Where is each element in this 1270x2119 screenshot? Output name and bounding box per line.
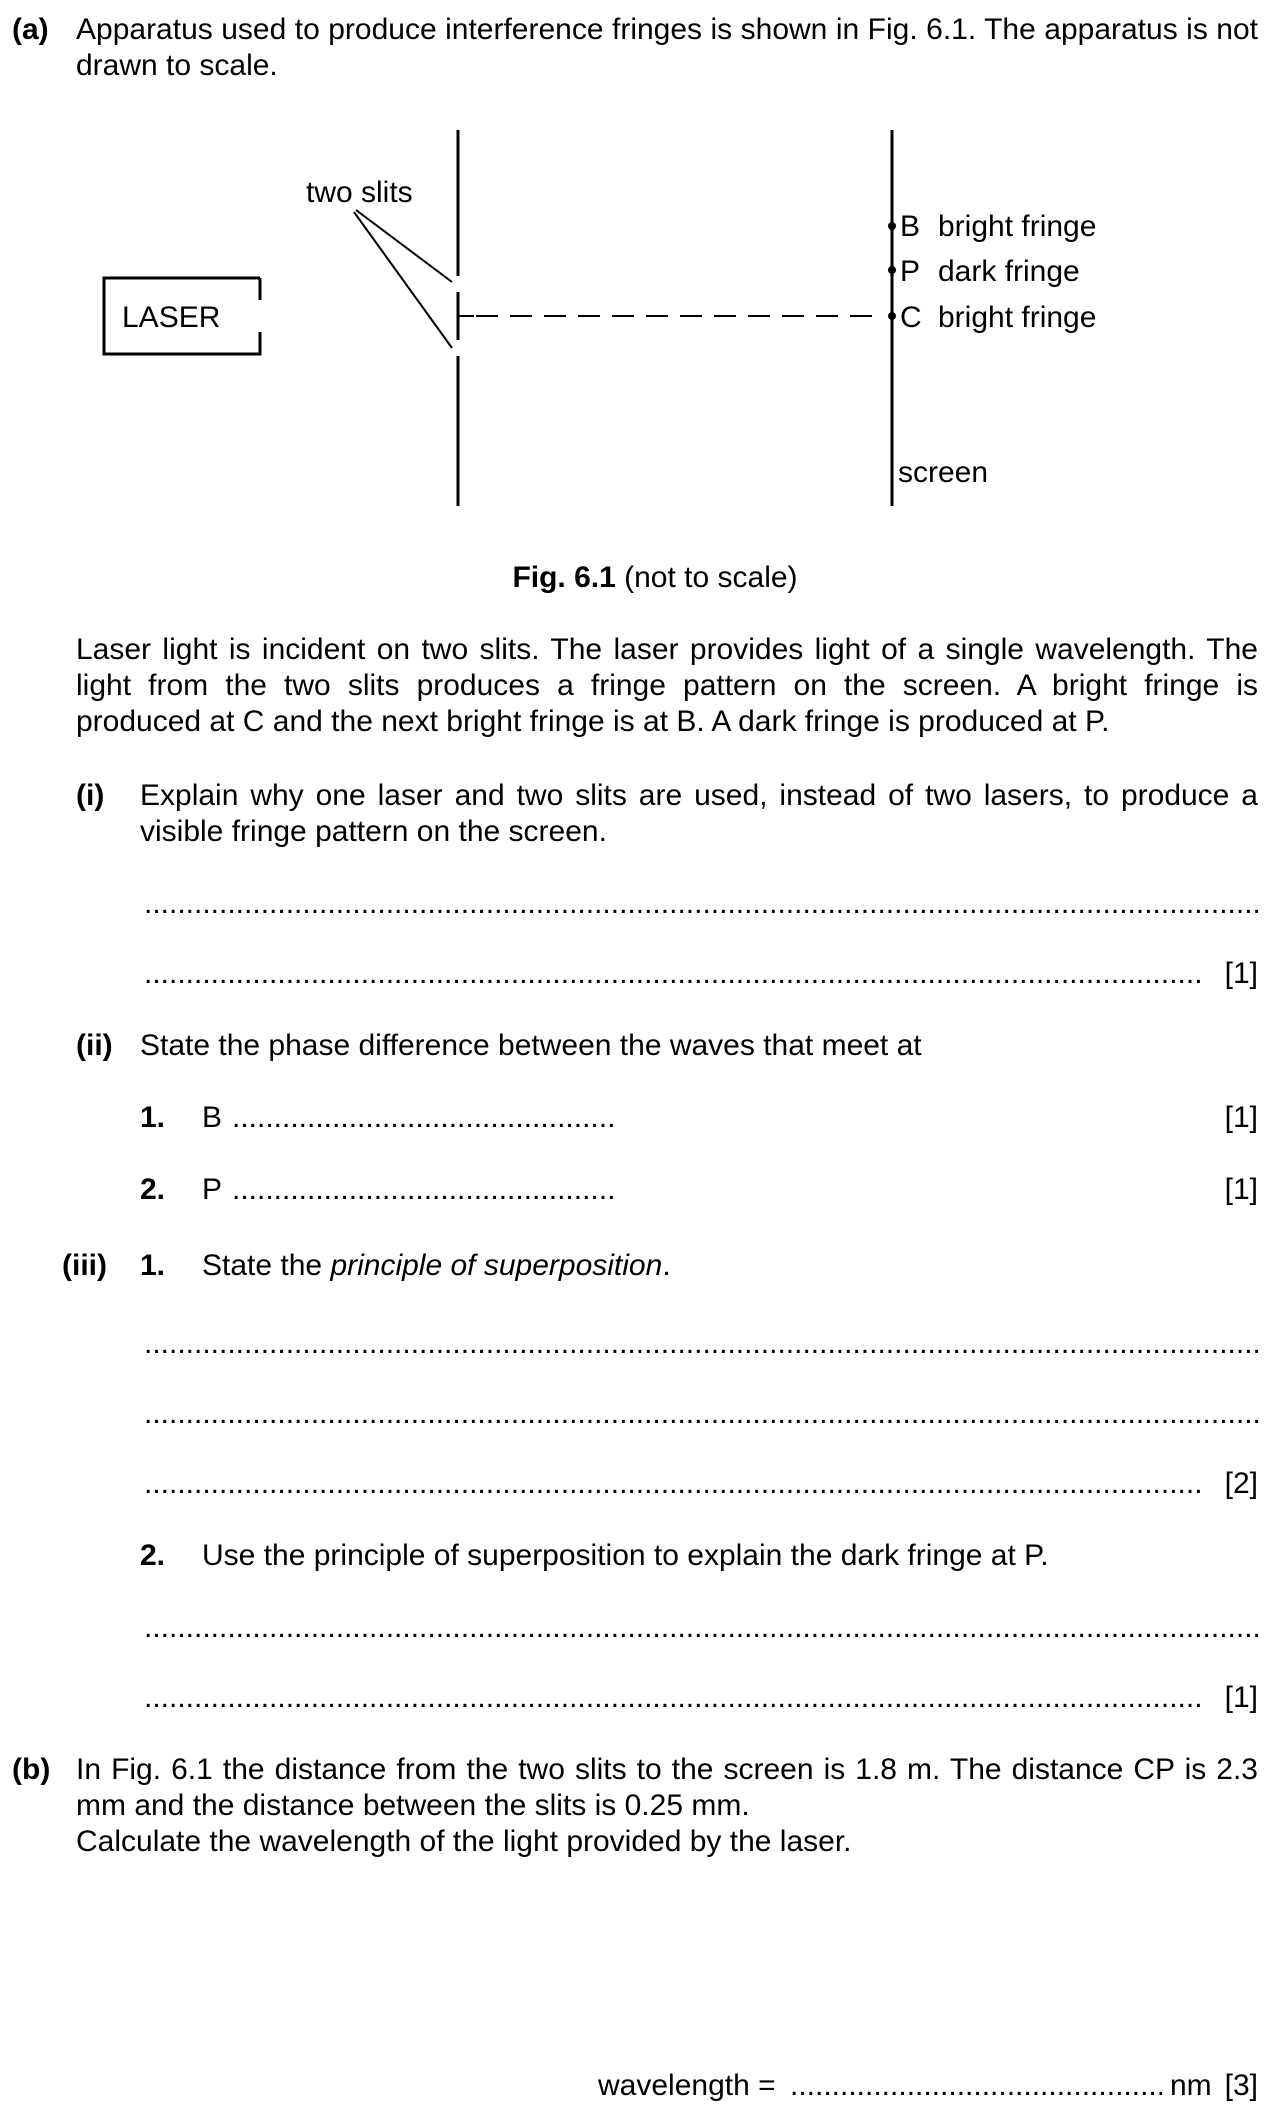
point-p-dot [888,266,896,274]
answer-line-iii-2-b-row [144,1680,1258,1716]
two-slits-label: two slits [306,176,413,209]
figure-caption [0,560,1270,596]
question-iii-sub1-mark: [2] [1224,1467,1258,1500]
part-a-intro: Apparatus used to produce interference fringes is shown in Fig. 6.1. The apparatus is not drawn to scale. [76,13,1258,82]
question-i-label: (i) [76,779,105,812]
question-ii-label: (ii) [76,1029,113,1062]
part-b-text-2: Calculate the wavelength of the light provided by the laser. [76,1825,852,1858]
part-b-label: (b) [12,1753,51,1786]
question-iii-sub2-text: Use the principle of superposition to explain the dark fringe at P. [202,1539,1049,1572]
answer-line-ii-b[interactable] [232,1100,616,1136]
question-ii-item-1-mark: [1] [1224,1101,1258,1134]
part-a-label: (a) [12,13,49,46]
point-c-dot [888,312,896,320]
point-c-letter: C [900,301,922,334]
answer-line-ii-p[interactable] [232,1172,616,1208]
point-p-letter: P [900,255,921,288]
figure-caption-note: (not to scale) [615,561,798,594]
question-ii-item-1-letter: B [202,1101,223,1134]
question-iii-sub1-num: 1. [140,1249,166,1282]
screen-label: screen [898,456,989,489]
answer-line-iii-1-a[interactable] [144,1326,1258,1362]
answer-line-i-2-row [144,956,1258,992]
wavelength-answer-unit: nm [1170,2069,1212,2102]
question-iii-sub2-mark: [1] [1224,1681,1258,1714]
part-b-mark: [3] [1224,2069,1258,2102]
answer-line-iii-1-c[interactable] [144,1466,1202,1502]
slit-pointer-lines [354,210,452,348]
point-c-desc: bright fringe [938,301,1097,334]
question-ii-item-2-mark: [1] [1224,1173,1258,1206]
question-iii-sub1-pre: State the [202,1249,331,1282]
answer-line-iii-1-c-row [144,1466,1258,1502]
point-p-desc: dark fringe [938,255,1080,288]
wavelength-answer-label: wavelength = [598,2069,776,2102]
question-iii-sub1-post: . [662,1249,671,1282]
answer-line-i-2[interactable] [144,956,1202,992]
laser-label: LASER [122,301,221,334]
question-iii-sub2-num: 2. [140,1539,166,1572]
description-paragraph: Laser light is incident on two slits. The laser provides light of a single wavelength. The light from the two slits produces a fringe pattern on the screen. A bright fringe is produced at C and the next bright fringe is at B. A dark fringe is produced at P. [76,633,1258,738]
question-ii-item-1-num: 1. [140,1101,166,1134]
answer-line-iii-1-b[interactable] [144,1396,1258,1432]
question-iii-label: (iii) [62,1249,107,1282]
point-b-letter: B [900,210,921,243]
question-ii-text: State the phase difference between the waves that meet at [140,1029,922,1062]
figure-caption-number: Fig. 6.1 [512,561,616,594]
question-iii-sub1-italic: principle of superposition [330,1249,663,1282]
question-ii-item-2-num: 2. [140,1173,166,1206]
answer-line-iii-2-a[interactable] [144,1610,1258,1646]
question-i-text: Explain why one laser and two slits are used, instead of two lasers, to produce a visible fringe pattern on the screen. [140,779,1258,848]
point-b-desc: bright fringe [938,210,1097,243]
question-i-mark: [1] [1224,957,1258,990]
point-b-dot [888,222,896,230]
wavelength-answer-field[interactable] [790,2068,1162,2104]
answer-line-iii-2-b[interactable] [144,1680,1202,1716]
question-iii-sub1-text [202,1248,671,1284]
answer-line-i-1[interactable] [144,886,1258,922]
part-b-text-1: In Fig. 6.1 the distance from the two slits to the screen is 1.8 m. The distance CP is 2.3 mm and the distance between the slits is 0.25 mm. [76,1753,1258,1822]
question-ii-item-2-letter: P [202,1173,223,1206]
figure-6-1 [0,110,1270,530]
